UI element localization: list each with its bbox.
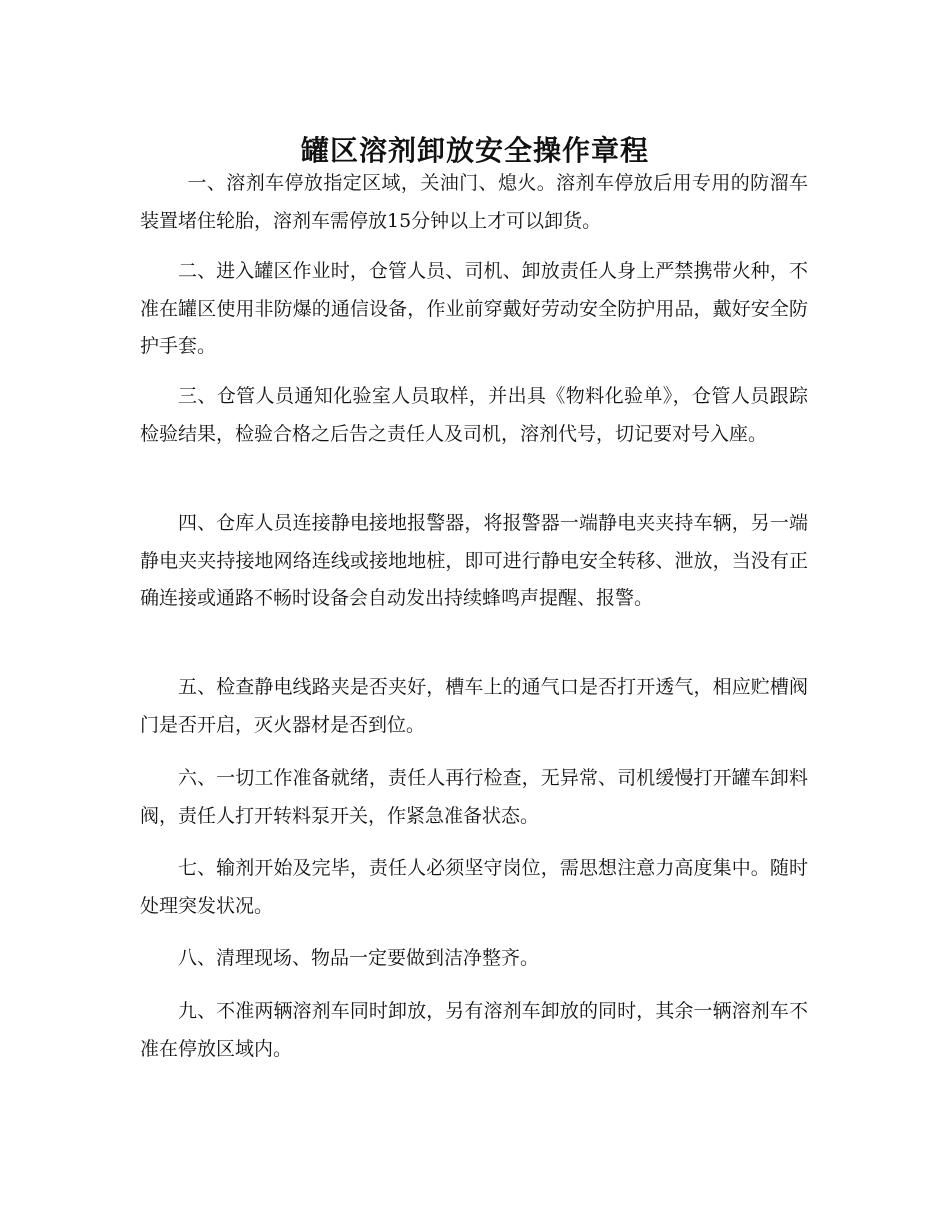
paragraph-9: 九、不准两辆溶剂车同时卸放，另有溶剂车卸放的同时，其余一辆溶剂车不准在停放区域内。 — [140, 1000, 808, 1060]
paragraph-4: 四、仓库人员连接静电接地报警器，将报警器一端静电夹夹持车辆，另一端静电夹夹持接地网络连线或接地地桩，即可进行静电安全转移、泄放，当没有正确连接或通路不畅时设备会自动发出持续蜂鸣声提醒、报警。 — [140, 512, 808, 609]
paragraph-3: 三、仓管人员通知化验室人员取样，并出具《物料化验单》，仓管人员跟踪检验结果，检验合格之后告之责任人及司机，溶剂代号，切记要对号入座。 — [140, 385, 808, 445]
paragraph-6: 六、一切工作准备就绪，责任人再行检查，无异常、司机缓慢打开罐车卸料阀，责任人打开转料泵开关，作紧急准备状态。 — [140, 767, 808, 827]
paragraph-5: 五、检查静电线路夹是否夹好，槽车上的通气口是否打开透气，相应贮槽阀门是否开启，灭火器材是否到位。 — [140, 676, 808, 736]
document-title: 罐区溶剂卸放安全操作章程 — [300, 133, 649, 167]
paragraph-1: 一、溶剂车停放指定区域，关油门、熄火。溶剂车停放后用专用的防溜车装置堵住轮胎，溶剂车需停放15分钟以上才可以卸货。 — [140, 172, 808, 232]
paragraph-7: 七、输剂开始及完毕，责任人必须坚守岗位，需思想注意力高度集中。随时处理突发状况。 — [140, 857, 808, 917]
paragraph-2: 二、进入罐区作业时，仓管人员、司机、卸放责任人身上严禁携带火种，不准在罐区使用非防爆的通信设备，作业前穿戴好劳动安全防护用品，戴好安全防护手套。 — [140, 260, 808, 357]
paragraph-8: 八、清理现场、物品一定要做到洁净整齐。 — [178, 947, 540, 969]
